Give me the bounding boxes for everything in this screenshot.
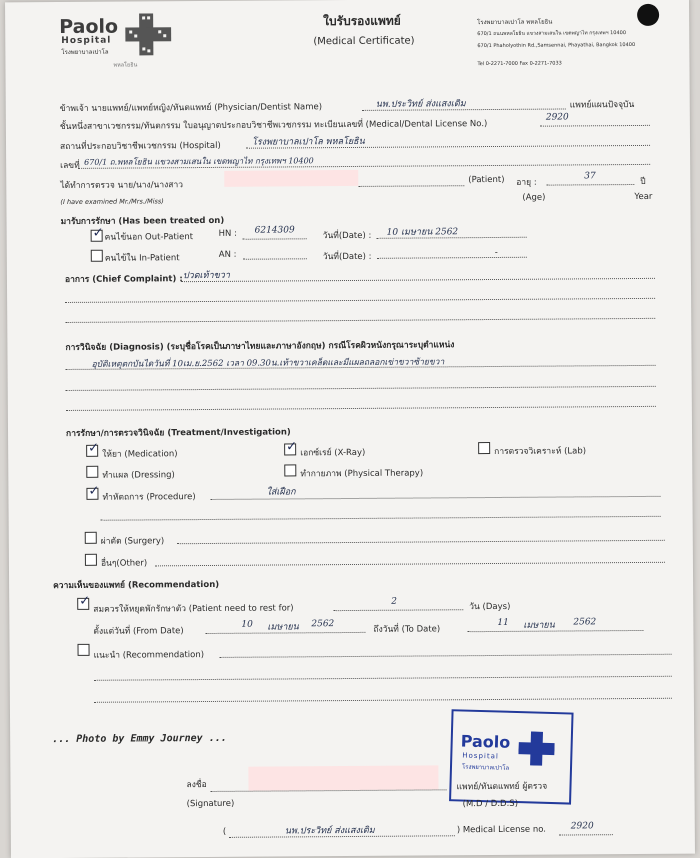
medical-license-no: 2920 (570, 821, 594, 832)
xray-label: เอกซ์เรย์ (X-Ray) (300, 447, 366, 459)
license-no: 2920 (545, 112, 569, 123)
an-label: AN : (218, 249, 237, 260)
lab-checkbox[interactable] (478, 442, 490, 454)
logo-thai: โรงพยาบาลเปาโล (61, 48, 109, 57)
lab-label: การตรวจวิเคราะห์ (Lab) (494, 446, 587, 457)
logo-tag: พหลโยธิน (113, 62, 138, 69)
inpatient-label: คนไข้ใน In-Patient (104, 253, 180, 264)
patient-name-redaction (224, 170, 358, 187)
stamp-thai: โรงพยาบาลเปาโล (461, 763, 510, 772)
year-en: Year (634, 191, 653, 203)
hospital-logo-cross-icon (125, 13, 171, 55)
title-en: (Medical Certificate) (313, 35, 415, 48)
to-day: 11 (497, 617, 509, 628)
doctor-suffix: แพทย์แผนปัจจุบัน (569, 100, 635, 111)
doctor-name: นพ.ประวิทย์ ส่งแสงเติม (375, 99, 466, 110)
address-thai: โรงพยาบาลเปาโล พหลโยธิน (477, 18, 553, 27)
address-label: เลขที่ (60, 160, 80, 172)
facility-label: สถานที่ประกอบวิชาชีพเวชกรรม (Hospital) (59, 140, 221, 153)
signer-name: นพ.ประวิทย์ ส่งแสงเติม (284, 825, 375, 837)
complaint-label: อาการ (Chief Complaint) : (64, 274, 183, 285)
diagnosis-label: การวินิจฉัย (Diagnosis) (ระบุชื่อโรคเป็นภาษาไทยและภาษาอังกฤษ) กรณีโรคผิวหนังกรุณาระบุตำแหน่ง (65, 340, 455, 353)
other-label: อื่นๆ(Other) (100, 558, 148, 569)
physical-therapy-checkbox[interactable] (284, 464, 296, 476)
procedure-checkbox[interactable] (86, 488, 98, 500)
procedure-value: ใส่เฝือก (266, 487, 296, 498)
op-date: 10 เมษายน 2562 (386, 227, 459, 238)
black-dot (637, 4, 659, 26)
logo-sub: Hospital (61, 35, 112, 47)
recommendation-heading: ความเห็นของแพทย์ (Recommendation) (53, 579, 220, 592)
to-month: เมษายน (523, 620, 555, 631)
physical-therapy-label: ทำกายภาพ (Physical Therapy) (300, 468, 424, 480)
ip-date-dash: - (494, 247, 498, 258)
dressing-label: ทำแผล (Dressing) (102, 470, 175, 481)
ip-date-label: วันที่(Date) : (322, 251, 372, 263)
patient-label: ได้ทำการตรวจ นาย/นาง/นางสาว (60, 180, 184, 192)
dressing-checkbox[interactable] (86, 466, 98, 478)
title-thai: ใบรับรองแพทย์ (323, 13, 401, 29)
op-date-label: วันที่(Date) : (322, 230, 372, 242)
sign-en: (Signature) (186, 798, 235, 810)
rest-checkbox[interactable] (77, 598, 89, 610)
year-thai: ปี (640, 176, 646, 187)
outpatient-checkbox[interactable] (91, 230, 103, 242)
name-open-paren: ( (222, 826, 227, 837)
days-label: วัน (Days) (469, 601, 511, 613)
other-checkbox[interactable] (85, 554, 97, 566)
surgery-label: ผ่าตัด (Surgery) (100, 536, 165, 547)
age-value: 37 (584, 171, 596, 182)
address-line2: 670/1 Phaholyothin Rd.,Samsennai, Phayathai, Bangkok 10400 (477, 42, 636, 50)
rest-label: สมควรให้หยุดพักรักษาตัว (Patient need to rest for) (93, 603, 294, 615)
photo-credit: ... Photo by Emmy Journey ... (52, 732, 227, 746)
medication-label: ให้ยา (Medication) (102, 449, 178, 460)
from-label: ตั้งแต่วันที่ (From Date) (93, 626, 184, 637)
from-year: 2562 (311, 619, 335, 630)
age-label: อายุ : (516, 177, 537, 188)
inpatient-checkbox[interactable] (91, 250, 103, 262)
rest-days: 2 (391, 596, 397, 607)
medical-license-label: ) Medical License no. (456, 824, 547, 836)
hn-value: 6214309 (254, 225, 295, 236)
to-label: ถึงวันที่ (To Date) (373, 624, 441, 635)
patient-tag: (Patient) (468, 174, 505, 186)
stamp-cross-icon (518, 731, 555, 766)
outpatient-label: คนไข้นอก Out-Patient (104, 232, 194, 243)
from-day: 10 (241, 619, 253, 630)
signature-redaction (248, 765, 438, 790)
address-line1: 670/1 ถนนพหลโยธิน แขวงสามเสนใน เขตพญาไท กรุงเทพฯ 10400 (477, 30, 627, 38)
treated-heading: มารับการรักษา (Has been treated on) (60, 215, 225, 228)
sign-label: ลงชื่อ (186, 780, 207, 791)
tel: Tel 0-2271-7000 Fax 0-2271-7033 (477, 60, 562, 68)
treatment-heading: การรักษา/การตรวจวินิจฉัย (Treatment/Investigation) (65, 427, 291, 439)
from-month: เมษายน (267, 622, 299, 633)
to-year: 2562 (573, 617, 597, 628)
doctor-label: ข้าพเจ้า นายแพทย์/แพทย์หญิง/ทันตแพทย์ (Physician/Dentist Name) (59, 102, 323, 115)
facility-name: โรงพยาบาลเปาโล พหลโยธิน (251, 136, 365, 148)
facility-address: 670/1 ถ.พหลโยธิน แขวงสามเสนใน เขตพญาไท กรุงเทพฯ 10400 (84, 156, 314, 167)
hn-label: HN : (218, 228, 238, 239)
medication-checkbox[interactable] (86, 445, 98, 457)
age-en: (Age) (522, 192, 546, 203)
recommend-label: แนะนำ (Recommendation) (93, 650, 205, 661)
procedure-label: ทำหัตถการ (Procedure) (102, 492, 196, 503)
surgery-checkbox[interactable] (85, 532, 97, 544)
xray-checkbox[interactable] (284, 443, 296, 455)
logo-name: Paolo (59, 15, 119, 39)
signer-role: แพทย์/ทันตแพทย์ ผู้ตรวจ (456, 781, 548, 793)
medical-certificate (5, 0, 695, 858)
complaint-value: ปวดเท้าขวา (182, 270, 230, 282)
patient-label-en: (I have examined Mr./Mrs./Miss) (60, 197, 164, 207)
diagnosis-value: อุบัติเหตุตกบันไดวันที่ 10เม.ย.2562 เวลา 09.30น.เท้าขวาเคล็ดและมีแผลถลอกเข่าขวาซ้ายขวา (91, 357, 445, 370)
stamp-sub: Hospital (462, 751, 499, 761)
stamp-name: Paolo (460, 731, 511, 752)
recommend-checkbox[interactable] (78, 644, 90, 656)
license-label: ชั้นหนึ่งสาขาเวชกรรม/ทันตกรรม ใบอนุญาตประกอบวิชาชีพเวชกรรม ทะเบียนเลขที่ (Medical/Dental License No.) (59, 119, 488, 133)
role-en: (M.D / D.D.S) (462, 798, 519, 810)
